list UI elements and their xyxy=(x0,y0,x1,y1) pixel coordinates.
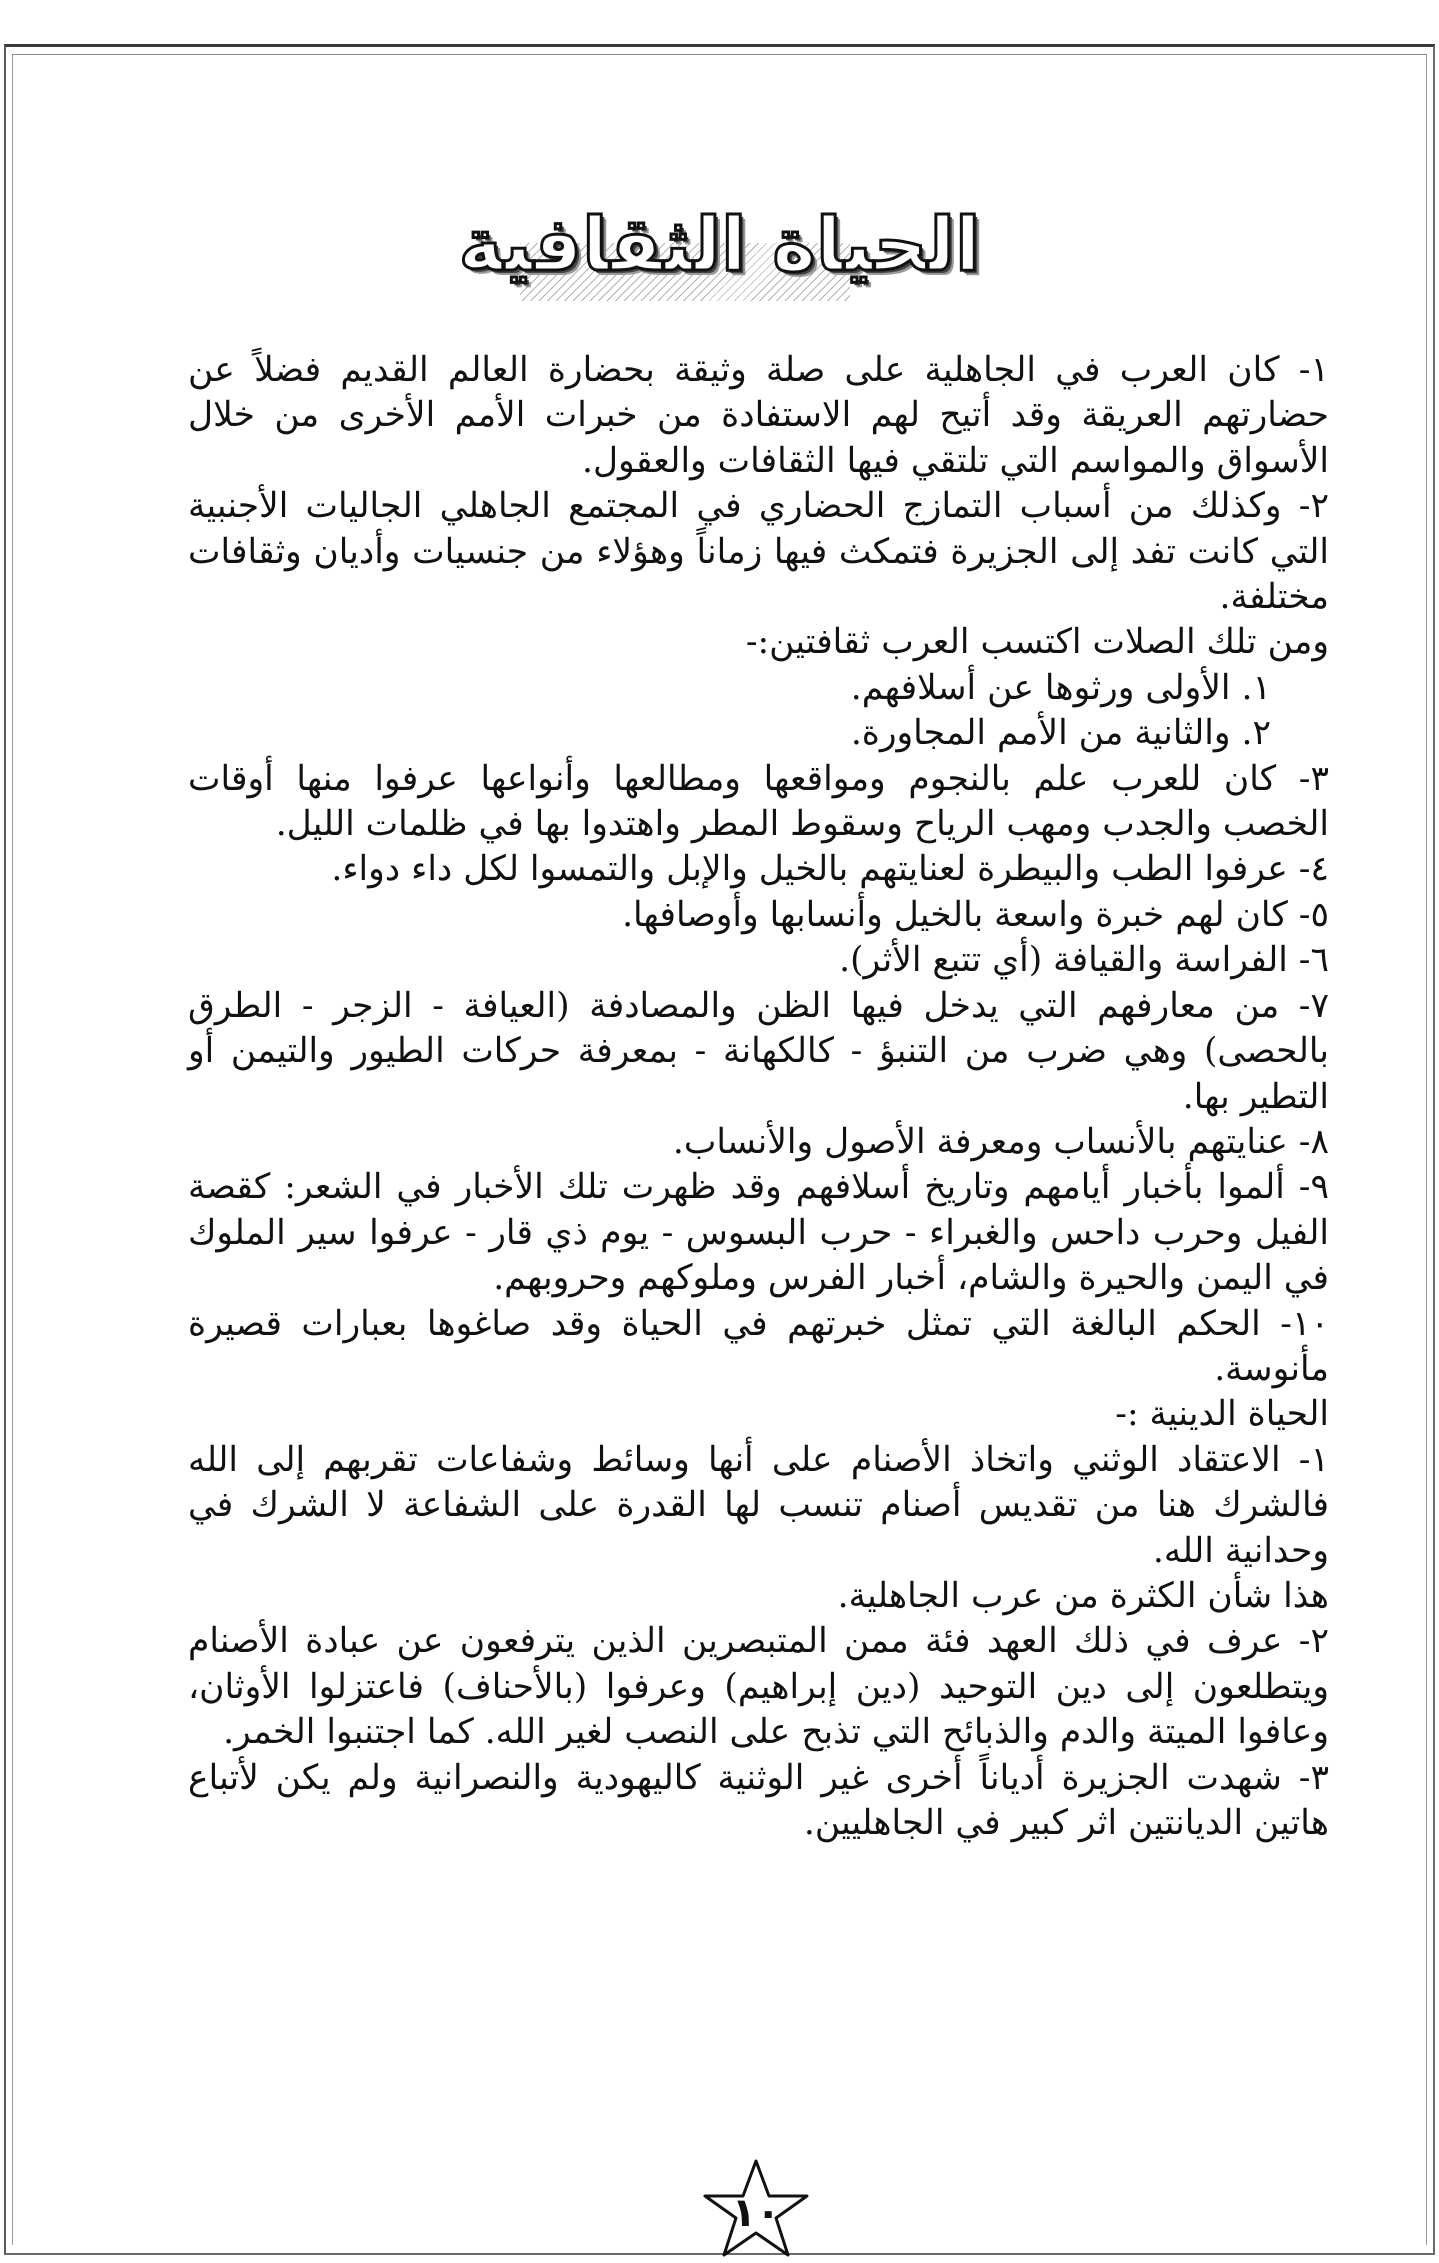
paragraph: ٣- شهدت الجزيرة أدياناً أخرى غير الوثنية كاليهودية والنصرانية ولم يكن لأتباع هاتين الديانتين اثر كبير في الجاهليين. xyxy=(188,1757,1329,1843)
page-title: الحياة الثقافية xyxy=(458,202,981,288)
paragraph: ١- كان العرب في الجاهلية على صلة وثيقة بحضارة العالم القديم فضلاً عن حضارتهم العريقة وقد أتيح لهم الاستفادة من خبرات الأمم الأخرى من خلال الأسواق والمواسم التي تلتقي فيها الثقافات والعقول. xyxy=(188,350,1329,481)
paragraph: ١٠- الحكم البالغة التي تمثل خبرتهم في الحياة وقد صاغوها بعبارات قصيرة مأنوسة. xyxy=(188,1303,1329,1389)
paragraph: ١- الاعتقاد الوثني واتخاذ الأصنام على أنها وسائط وشفاعات تقربهم إلى الله فالشرك هنا من تقديس أصنام تنسب لها القدرة على الشفاعة لا الشرك في وحدانية الله. xyxy=(188,1439,1329,1571)
paragraph: ٨- عنايتهم بالأنساب ومعرفة الأصول والأنساب. xyxy=(672,1121,1329,1162)
section-heading: الحياة الدينية :- xyxy=(1115,1394,1329,1435)
paragraph: ٢- عرف في ذلك العهد فئة ممن المتبصرين الذين يترفعون عن عبادة الأصنام ويتطلعون إلى دين التوحيد (دين إبراهيم) وعرفوا (بالأحناف) فاعتزلوا الأوثان، وعافوا الميتة والدم والذبائح التي تذبح على النصب لغير الله. كما اجتنبوا الخمر. xyxy=(188,1621,1329,1753)
list-item: ٢. والثانية من الأمم المجاورة. xyxy=(850,713,1271,754)
paragraph: ٥- كان لهم خبرة واسعة بالخيل وأنسابها وأوصافها. xyxy=(622,894,1329,935)
document-body xyxy=(188,348,1329,1846)
paragraph: ٣- كان للعرب علم بالنجوم ومواقعها ومطالعها وأنواعها عرفوا منها أوقات الخصب والجدب ومهب الرياح وسقوط المطر واهتدوا بها في ظلمات الليل. xyxy=(188,758,1329,845)
paragraph: ٩- ألموا بأخبار أيامهم وتاريخ أسلافهم وقد ظهرت تلك الأخبار في الشعر: كقصة الفيل وحرب داحس والغبراء - حرب البسوس - يوم ذي قار - عرفوا سير الملوك في اليمن والحيرة والشام، أخبار الفرس وملوكهم وحروبهم. xyxy=(188,1167,1329,1299)
paragraph: ومن تلك الصلات اكتسب العرب ثقافتين:- xyxy=(745,622,1329,663)
paragraph: هذا شأن الكثرة من عرب الجاهلية. xyxy=(837,1575,1329,1616)
title-area xyxy=(0,185,1439,305)
paragraph: ٦- الفراسة والقيافة (أي تتبع الأثر). xyxy=(839,940,1329,981)
list-item: ١. الأولى ورثوها عن أسلافهم. xyxy=(850,667,1271,708)
paragraph: ٢- وكذلك من أسباب التمازج الحضاري في المجتمع الجاهلي الجاليات الأجنبية التي كانت تفد إلى الجزيرة فتمكث فيها زماناً وهؤلاء من جنسيات وأديان وثقافات مختلفة. xyxy=(188,486,1329,618)
paragraph: ٤- عرفوا الطب والبيطرة لعنايتهم بالخيل والإبل والتمسوا لكل داء دواء. xyxy=(331,849,1329,890)
paragraph: ٧- من معارفهم التي يدخل فيها الظن والمصادفة (العيافة - الزجر - الطرق بالحصى) وهي ضرب من التنبؤ - كالكهانة - بمعرفة حركات الطيور والتيمن أو التطير بها. xyxy=(188,985,1329,1117)
page-number: ١٠ xyxy=(731,2190,781,2236)
